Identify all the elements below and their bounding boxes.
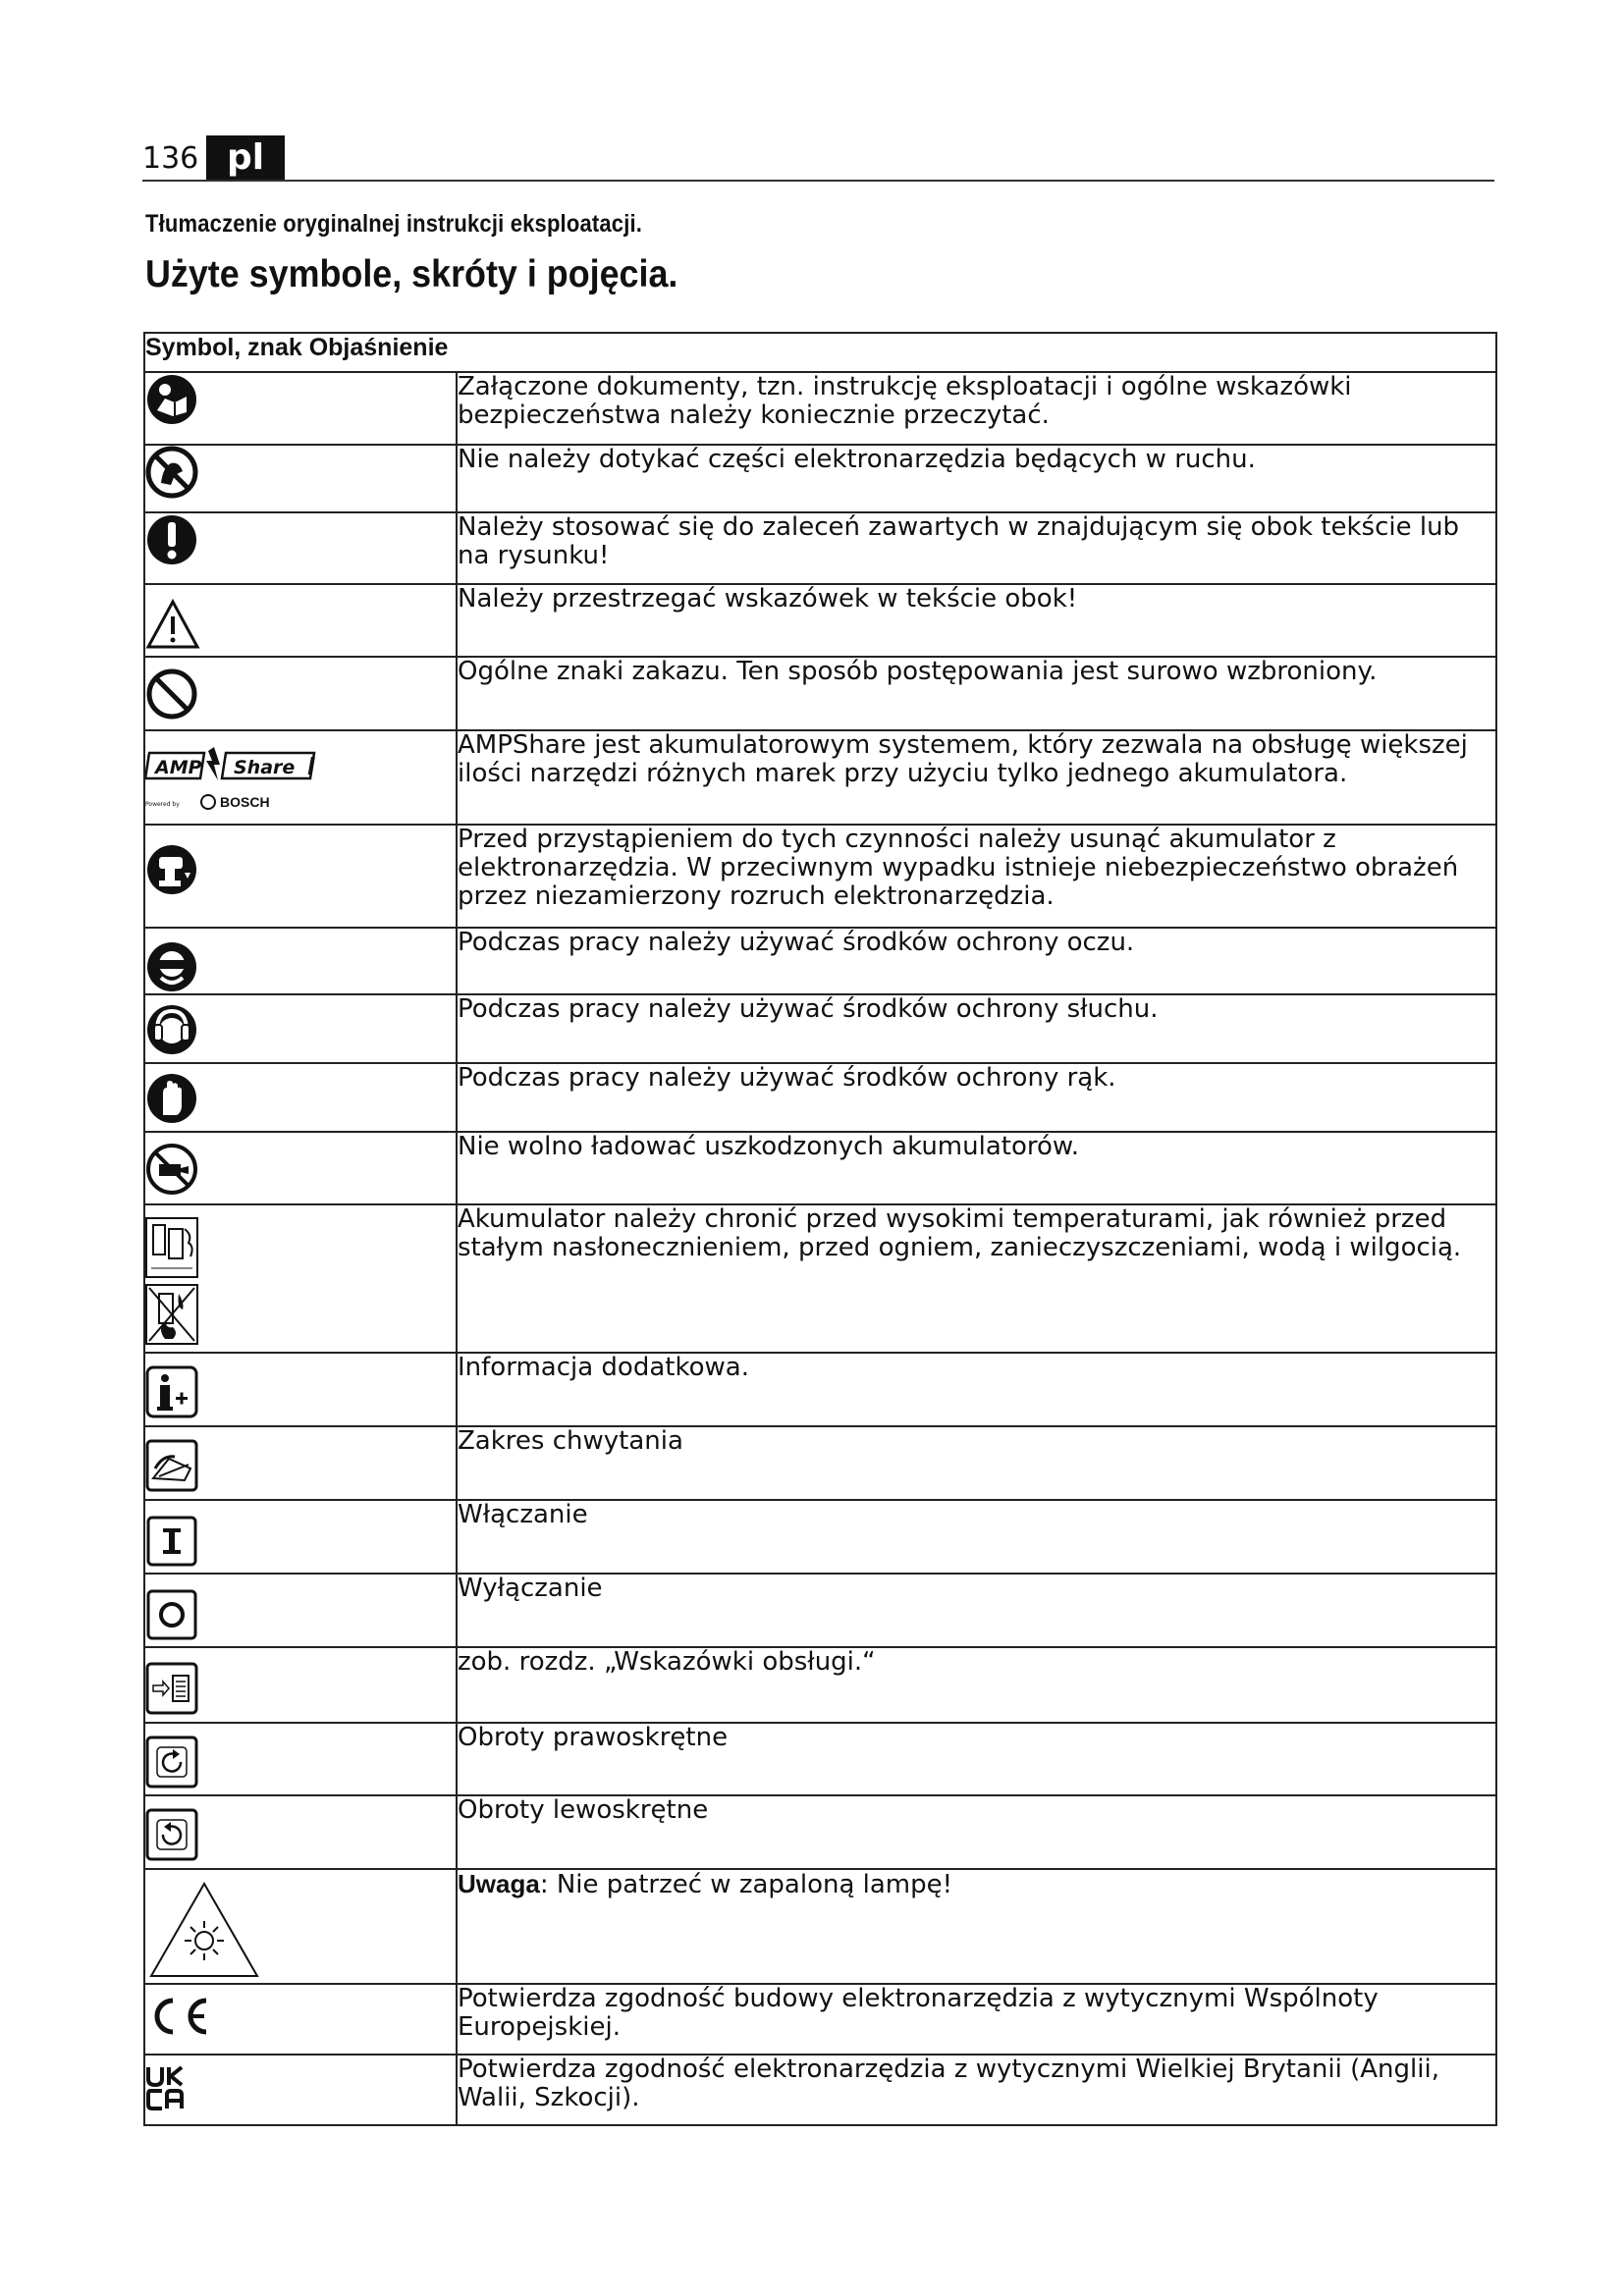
row-text: Nie wolno ładować uszkodzonych akumulatorów. bbox=[457, 1132, 1496, 1204]
row-text: Nie należy dotykać części elektronarzędzia będących w ruchu. bbox=[457, 445, 1496, 512]
row-text: Podczas pracy należy używać środków ochrony rąk. bbox=[457, 1063, 1496, 1132]
battery-fire-water-icon bbox=[145, 1284, 198, 1345]
table-row bbox=[144, 657, 1496, 730]
table-row bbox=[144, 1795, 1496, 1869]
page-header bbox=[142, 135, 1494, 183]
warning-triangle-icon bbox=[145, 599, 200, 650]
symbols-table bbox=[143, 332, 1497, 2126]
table-row bbox=[144, 372, 1496, 445]
read-manual-icon bbox=[145, 373, 198, 426]
table-row bbox=[144, 512, 1496, 584]
see-chapter-icon bbox=[145, 1662, 198, 1715]
table-row bbox=[144, 584, 1496, 657]
table-row bbox=[144, 1500, 1496, 1574]
table-row bbox=[144, 1063, 1496, 1132]
lamp-warning-icon bbox=[145, 1878, 263, 1980]
table-row bbox=[144, 994, 1496, 1063]
table-row bbox=[144, 1132, 1496, 1204]
ampshare-logo-icon bbox=[145, 745, 322, 814]
ear-protection-icon bbox=[145, 1003, 198, 1056]
page-number: 136 bbox=[142, 141, 199, 176]
table-row bbox=[144, 1647, 1496, 1723]
table-header-row bbox=[144, 333, 1496, 372]
section-title: Użyte symbole, skróty i pojęcia. bbox=[145, 253, 678, 295]
rotation-clockwise-icon bbox=[145, 1735, 198, 1789]
table-row bbox=[144, 825, 1496, 928]
row-text: Informacja dodatkowa. bbox=[457, 1353, 1496, 1426]
row-text: Akumulator należy chronić przed wysokimi temperaturami, jak również przed stałym nasłonecznieniem, przed ogniem, zanieczyszczeniami, wodą i wilgocią. bbox=[457, 1204, 1496, 1353]
table-row bbox=[144, 1426, 1496, 1500]
row-text: Należy przestrzegać wskazówek w tekście obok! bbox=[457, 584, 1496, 657]
table-row bbox=[144, 1574, 1496, 1647]
table-header: Symbol, znak Objaśnienie bbox=[144, 333, 1496, 372]
ampshare-share-text: Share bbox=[234, 757, 296, 778]
ukca-mark-icon bbox=[145, 2065, 185, 2110]
table-row bbox=[144, 445, 1496, 512]
row-text: Zakres chwytania bbox=[457, 1426, 1496, 1500]
ampshare-bosch-text: BOSCH bbox=[220, 794, 270, 810]
table-row bbox=[144, 1984, 1496, 2055]
ce-mark-icon bbox=[145, 1995, 210, 2038]
row-text: Ogólne znaki zakazu. Ten sposób postępowania jest surowo wzbroniony. bbox=[457, 657, 1496, 730]
table-row bbox=[144, 1723, 1496, 1795]
table-row bbox=[144, 730, 1496, 825]
table-row bbox=[144, 928, 1496, 994]
row-text: Potwierdza zgodność elektronarzędzia z wytycznymi Wielkiej Brytanii (Anglii, Walii, Szkocji). bbox=[457, 2055, 1496, 2125]
switch-on-icon bbox=[145, 1515, 198, 1568]
info-icon bbox=[145, 1365, 198, 1418]
row-text: Należy stosować się do zaleceń zawartych w znajdującym się obok tekście lub na rysunku! bbox=[457, 512, 1496, 584]
rotation-counterclockwise-icon bbox=[145, 1808, 198, 1861]
remove-battery-icon bbox=[145, 843, 198, 896]
mandatory-exclamation-icon bbox=[145, 513, 198, 566]
header-rule bbox=[142, 180, 1494, 182]
table-row bbox=[144, 1353, 1496, 1426]
table-row bbox=[144, 1204, 1496, 1353]
row-text: zob. rozdz. „Wskazówki obsługi.“ bbox=[457, 1647, 1496, 1723]
row-text: Włączanie bbox=[457, 1500, 1496, 1574]
hand-protection-icon bbox=[145, 1072, 198, 1125]
row-text: Obroty lewoskrętne bbox=[457, 1795, 1496, 1869]
row-text: Podczas pracy należy używać środków ochrony oczu. bbox=[457, 928, 1496, 994]
row-text: Potwierdza zgodność budowy elektronarzędzia z wytycznymi Wspólnoty Europejskiej. bbox=[457, 1984, 1496, 2055]
ampshare-powered-by: Powered by bbox=[145, 801, 180, 808]
row-text: AMPShare jest akumulatorowym systemem, który zezwala na obsługę większej ilości narzędzi różnych marek przy użyciu tylko jednego akumulatora. bbox=[457, 730, 1496, 825]
warning-prefix: Uwaga bbox=[458, 1869, 540, 1898]
prohibition-icon bbox=[145, 667, 198, 721]
row-text: Podczas pracy należy używać środków ochrony słuchu. bbox=[457, 994, 1496, 1063]
warning-text: : Nie patrzeć w zapaloną lampę! bbox=[539, 1870, 953, 1899]
document-subtitle: Tłumaczenie oryginalnej instrukcji eksploatacji. bbox=[145, 210, 643, 238]
table-row bbox=[144, 1869, 1496, 1984]
eye-protection-icon bbox=[145, 940, 198, 993]
table-row bbox=[144, 2055, 1496, 2125]
row-text bbox=[457, 1869, 1496, 1984]
grip-area-icon bbox=[145, 1439, 198, 1492]
row-text: Przed przystąpieniem do tych czynności należy usunąć akumulator z elektronarzędzia. W przeciwnym wypadku istnieje niebezpieczeństwo obrażeń przez niezamierzony rozruch elektronarzędzia. bbox=[457, 825, 1496, 928]
switch-off-icon bbox=[145, 1588, 198, 1641]
row-text: Wyłączanie bbox=[457, 1574, 1496, 1647]
no-charging-damaged-battery-icon bbox=[145, 1143, 198, 1196]
battery-temperature-icon bbox=[145, 1217, 198, 1278]
no-touching-moving-parts-icon bbox=[145, 446, 198, 499]
row-text: Obroty prawoskrętne bbox=[457, 1723, 1496, 1795]
ampshare-amp-text: AMP bbox=[155, 757, 202, 778]
language-tab: pl bbox=[206, 135, 285, 181]
row-text: Załączone dokumenty, tzn. instrukcję eksploatacji i ogólne wskazówki bezpieczeństwa należy koniecznie przeczytać. bbox=[457, 372, 1496, 445]
